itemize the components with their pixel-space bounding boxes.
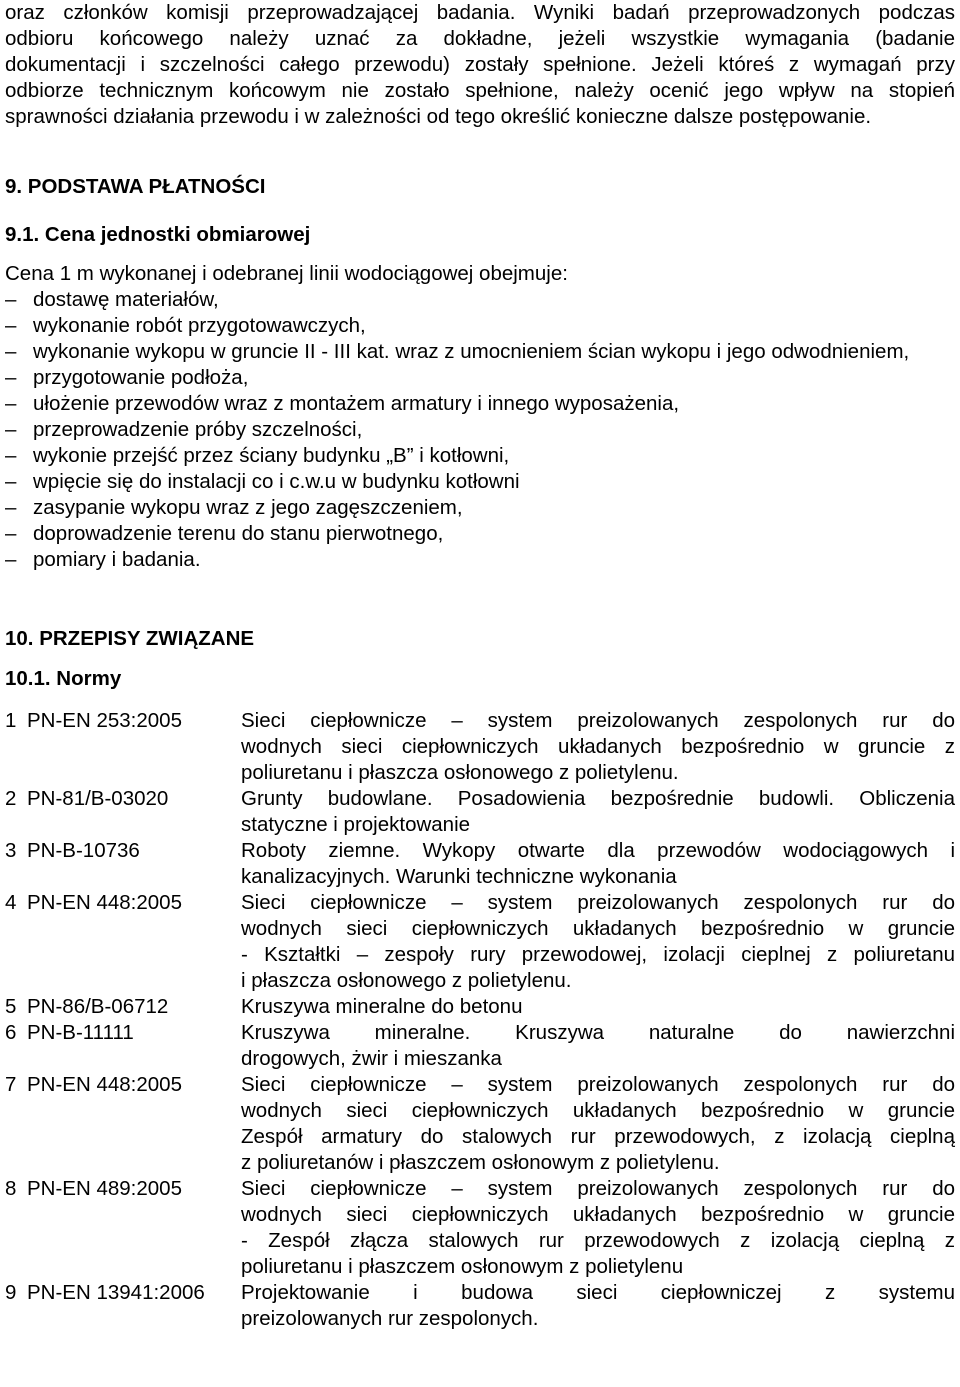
norm-code: PN-EN 13941:2006	[27, 1281, 205, 1304]
norm-description-line: - Kształtki – zespoły rury przewodowej, izolacji cieplnej z poliuretanu	[241, 943, 955, 966]
norm-description-line: Projektowanie i budowa sieci ciepłowniczej z systemu	[241, 1281, 955, 1304]
intro-line: sprawności działania przewodu i w zależności od tego określić konieczne dalsze postępowanie.	[5, 105, 872, 128]
norm-number: 9	[5, 1281, 17, 1304]
norm-row	[5, 838, 955, 890]
norm-description-line: z poliuretanów i płaszczem osłonowym z polietylenu.	[241, 1151, 720, 1174]
dash-bullet: –	[5, 366, 17, 389]
norm-description	[241, 1176, 955, 1280]
list-item: – ułożenie przewodów wraz z montażem armatury i innego wyposażenia,	[5, 392, 680, 415]
norm-description-line: Sieci ciepłownicze – system preizolowanych zespolonych rur do	[241, 1177, 955, 1200]
norm-code: PN-B-10736	[27, 839, 140, 862]
norm-description-line: wodnych sieci ciepłowniczych układanych bezpośrednio w gruncie	[241, 917, 955, 940]
norm-description	[241, 1280, 955, 1332]
dash-bullet: –	[5, 392, 17, 415]
dash-bullet: –	[5, 496, 17, 519]
norm-description-line: Sieci ciepłownicze – system preizolowanych zespolonych rur do	[241, 709, 955, 732]
list-item: – wykonie przejść przez ściany budynku „B” i kotłowni,	[5, 444, 510, 467]
dash-bullet: –	[5, 314, 17, 337]
norm-number: 5	[5, 995, 17, 1018]
norm-number: 7	[5, 1073, 17, 1096]
dash-bullet: –	[5, 470, 17, 493]
norm-description-line: kanalizacyjnych. Warunki techniczne wykonania	[241, 865, 677, 888]
norm-row	[5, 1280, 955, 1332]
dash-bullet: –	[5, 548, 17, 571]
norm-number: 3	[5, 839, 17, 862]
intro-line: odbiorze technicznym końcowym nie zostało spełnione, należy ocenić jego wpływ na stopień	[5, 79, 955, 102]
norm-description-line: wodnych sieci ciepłowniczych układanych bezpośrednio w gruncie z	[241, 735, 955, 758]
document-page	[5, 0, 955, 1332]
list-item: – zasypanie wykopu wraz z jego zagęszczeniem,	[5, 496, 463, 519]
list-item: – doprowadzenie terenu do stanu pierwotnego,	[5, 522, 444, 545]
norm-description-line: - Zespół złącza stalowych rur przewodowych z izolacją cieplną z	[241, 1229, 955, 1252]
norm-description	[241, 890, 955, 994]
norm-number: 8	[5, 1177, 17, 1200]
norm-row	[5, 1176, 955, 1280]
norm-row	[5, 994, 955, 1020]
section-title-9: 9. PODSTAWA PŁATNOŚCI	[5, 175, 266, 198]
list-item: – wykonanie robót przygotowawczych,	[5, 314, 366, 337]
intro-paragraph	[5, 0, 955, 130]
norm-code: PN-81/B-03020	[27, 787, 169, 810]
norm-number: 1	[5, 709, 17, 732]
norm-number: 4	[5, 891, 17, 914]
list-item: – przeprowadzenie próby szczelności,	[5, 418, 363, 441]
norm-description-line: poliuretanu i płaszczem osłonowym z polietylenu	[241, 1255, 684, 1278]
norm-code: PN-86/B-06712	[27, 995, 169, 1018]
norm-description	[241, 786, 955, 838]
norm-code: PN-EN 253:2005	[27, 709, 182, 732]
norm-number: 6	[5, 1021, 17, 1044]
norm-description-line: Roboty ziemne. Wykopy otwarte dla przewodów wodociągowych i	[241, 839, 955, 862]
subsection-title-10-1: 10.1. Normy	[5, 667, 122, 690]
norm-description	[241, 1020, 955, 1072]
intro-line: oraz członków komisji przeprowadzającej badania. Wyniki badań przeprowadzonych podczas	[5, 1, 955, 24]
norm-number: 2	[5, 787, 17, 810]
dash-bullet: –	[5, 418, 17, 441]
dash-bullet: –	[5, 340, 17, 363]
norm-description	[241, 838, 955, 890]
norm-description-line: wodnych sieci ciepłowniczych układanych bezpośrednio w gruncie	[241, 1203, 955, 1226]
norm-description-line: Sieci ciepłownicze – system preizolowanych zespolonych rur do	[241, 891, 955, 914]
dash-bullet: –	[5, 288, 17, 311]
norm-description-line: wodnych sieci ciepłowniczych układanych bezpośrednio w gruncie	[241, 1099, 955, 1122]
dash-bullet: –	[5, 522, 17, 545]
norm-description	[241, 708, 955, 786]
norm-description-line: statyczne i projektowanie	[241, 813, 471, 836]
norm-row	[5, 786, 955, 838]
norm-row	[5, 708, 955, 786]
dash-bullet: –	[5, 444, 17, 467]
list-item: – przygotowanie podłoża,	[5, 366, 249, 389]
norm-description-line: Grunty budowlane. Posadowienia bezpośrednie budowli. Obliczenia	[241, 787, 955, 810]
list-item: – wykonanie wykopu w gruncie II - III kat. wraz z umocnieniem ścian wykopu i jego odwodnieniem,	[5, 340, 910, 363]
norm-description-line: Kruszywa mineralne do betonu	[241, 995, 523, 1018]
norm-code: PN-B-11111	[27, 1021, 134, 1044]
norm-code: PN-EN 489:2005	[27, 1177, 182, 1200]
list-item: – dostawę materiałów,	[5, 288, 219, 311]
norm-description-line: Sieci ciepłownicze – system preizolowanych zespolonych rur do	[241, 1073, 955, 1096]
subsection-title-9-1: 9.1. Cena jednostki obmiarowej	[5, 223, 311, 246]
norm-description-line: Kruszywa mineralne. Kruszywa naturalne do nawierzchni	[241, 1021, 955, 1044]
norm-description-line: Zespół armatury do stalowych rur przewodowych, z izolacją cieplną	[241, 1125, 955, 1148]
list-item: – wpięcie się do instalacji co i c.w.u w budynku kotłowni	[5, 470, 520, 493]
norm-description-line: poliuretanu i płaszcza osłonowego z polietylenu.	[241, 761, 679, 784]
list-item: – pomiary i badania.	[5, 548, 201, 571]
norm-code: PN-EN 448:2005	[27, 891, 182, 914]
intro-line: dokumentacji i szczelności całego przewodu) zostały spełnione. Jeżeli któreś z wymagań przy	[5, 53, 955, 76]
norm-description-line: drogowych, żwir i mieszanka	[241, 1047, 502, 1070]
norm-row	[5, 1072, 955, 1176]
norm-description-line: i płaszcza osłonowego z polietylenu.	[241, 969, 572, 992]
norm-description-line: preizolowanych rur zespolonych.	[241, 1307, 539, 1330]
norm-description	[241, 1072, 955, 1176]
price-lead: Cena 1 m wykonanej i odebranej linii wodociągowej obejmuje:	[5, 262, 568, 285]
section-title-10: 10. PRZEPISY ZWIĄZANE	[5, 627, 255, 650]
intro-line: odbioru końcowego należy uznać za dokładne, jeżeli wszystkie wymagania (badanie	[5, 27, 955, 50]
price-items-list	[5, 287, 955, 573]
norm-description	[241, 994, 955, 1020]
norm-row	[5, 1020, 955, 1072]
norms-list	[5, 708, 955, 1332]
norm-row	[5, 890, 955, 994]
norm-code: PN-EN 448:2005	[27, 1073, 182, 1096]
